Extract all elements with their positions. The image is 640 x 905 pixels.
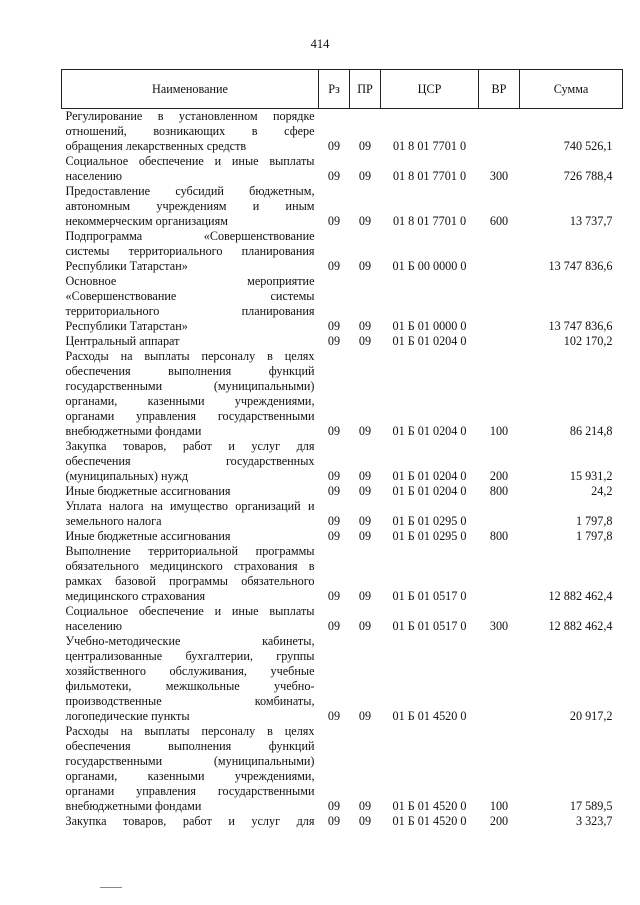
row-csr: 01 Б 01 0000 0	[392, 319, 467, 333]
row-name	[62, 499, 319, 529]
budget-table	[61, 69, 623, 829]
table-row	[62, 529, 623, 544]
row-vr	[479, 499, 520, 529]
row-name	[62, 334, 319, 349]
table-row	[62, 499, 623, 529]
row-sum: 3 323,7	[575, 814, 613, 828]
table-row	[62, 274, 623, 334]
row-vr: 200	[489, 814, 509, 828]
row-name-line: Учебно-методические кабинеты,	[65, 634, 315, 648]
row-sum: 13 737,7	[569, 214, 613, 228]
row-rz: 09	[327, 139, 341, 153]
row-name	[62, 544, 319, 604]
row-name	[62, 634, 319, 724]
row-name-line: обеспечения выполнения функций	[65, 739, 315, 753]
row-name-line: Основное мероприятие	[65, 274, 315, 288]
row-rz: 09	[327, 484, 341, 498]
row-name	[62, 484, 319, 499]
row-name-line: внебюджетными фондами	[65, 799, 202, 813]
row-sum: 1 797,8	[575, 514, 613, 528]
row-pr: 09	[358, 529, 372, 543]
footer-divider	[100, 887, 122, 888]
row-rz: 09	[327, 469, 341, 483]
row-name-line: медицинского страхования	[65, 589, 206, 603]
row-name-line: внебюджетными фондами	[65, 424, 202, 438]
row-sum: 13 747 836,6	[548, 319, 613, 333]
row-csr: 01 Б 01 4520 0	[392, 709, 467, 723]
row-name-line: населению	[65, 169, 123, 183]
row-name-line: обеспечения выполнения функций	[65, 364, 315, 378]
row-name-line: органами, казенными учреждениями,	[65, 394, 315, 408]
table-row	[62, 814, 623, 829]
header-rz: Рз	[319, 70, 350, 109]
row-name-line: отношений, возникающих в сфере	[65, 124, 315, 138]
table-row	[62, 634, 623, 724]
row-vr	[479, 229, 520, 274]
row-rz: 09	[327, 514, 341, 528]
row-name-line: Иные бюджетные ассигнования	[65, 529, 231, 543]
row-name-line: земельного налога	[65, 514, 162, 528]
table-row	[62, 544, 623, 604]
row-name-line: Республики Татарстан»	[65, 319, 188, 333]
row-vr	[479, 544, 520, 604]
row-pr: 09	[358, 514, 372, 528]
row-pr: 09	[358, 814, 372, 828]
table-row	[62, 334, 623, 349]
row-name-line: Уплата налога на имущество организаций и	[65, 499, 315, 513]
row-csr: 01 8 01 7701 0	[392, 169, 467, 183]
row-name-line: хозяйственного обслуживания, учебные	[65, 664, 315, 678]
row-name-line: органами управления государственными	[65, 409, 315, 423]
row-name	[62, 349, 319, 439]
row-name-line: «Совершенствование системы	[65, 289, 315, 303]
row-csr: 01 Б 01 0204 0	[392, 469, 467, 483]
row-sum: 726 788,4	[563, 169, 613, 183]
row-name-line: автономным учреждениям и иным	[65, 199, 315, 213]
row-name-line: органами, казенными учреждениями,	[65, 769, 315, 783]
row-pr: 09	[358, 214, 372, 228]
row-sum: 13 747 836,6	[548, 259, 613, 273]
table-row	[62, 109, 623, 155]
row-pr: 09	[358, 709, 372, 723]
row-vr: 100	[489, 424, 509, 438]
row-name	[62, 154, 319, 184]
row-rz: 09	[327, 814, 341, 828]
table-row	[62, 484, 623, 499]
page-number: 414	[310, 37, 330, 51]
row-rz: 09	[327, 334, 341, 348]
row-name-line: системы территориального планирования	[65, 244, 315, 258]
row-name	[62, 814, 319, 829]
row-vr: 800	[489, 484, 509, 498]
row-name-line: государственными (муниципальными)	[65, 754, 315, 768]
row-rz: 09	[327, 709, 341, 723]
table-body	[62, 109, 623, 830]
header-pr: ПР	[350, 70, 381, 109]
row-name-line: Социальное обеспечение и иные выплаты	[65, 154, 315, 168]
row-name-line: Регулирование в установленном порядке	[65, 109, 315, 123]
row-name-line: логопедические пункты	[65, 709, 190, 723]
table-row	[62, 154, 623, 184]
row-vr	[479, 634, 520, 724]
row-rz: 09	[327, 424, 341, 438]
row-name-line: централизованные бухгалтерии, группы	[65, 649, 315, 663]
row-csr: 01 8 01 7701 0	[392, 214, 467, 228]
row-sum: 12 882 462,4	[548, 619, 613, 633]
row-name-line: фильмотеки, межшкольные учебно-	[65, 679, 315, 693]
table-row	[62, 184, 623, 229]
table-header	[62, 70, 623, 109]
header-vr: ВР	[479, 70, 520, 109]
table-row	[62, 604, 623, 634]
row-name-line: производственные комбинаты,	[65, 694, 315, 708]
table-row	[62, 439, 623, 484]
row-sum: 24,2	[591, 484, 613, 498]
row-csr: 01 Б 01 0295 0	[392, 529, 467, 543]
row-name-line: Закупка товаров, работ и услуг для	[65, 814, 315, 828]
row-pr: 09	[358, 619, 372, 633]
row-csr: 01 Б 01 0517 0	[392, 619, 467, 633]
row-sum: 12 882 462,4	[548, 589, 613, 603]
header-sum: Сумма	[520, 70, 623, 109]
header-name: Наименование	[62, 70, 319, 109]
row-csr: 01 Б 01 0204 0	[392, 424, 467, 438]
row-name	[62, 439, 319, 484]
row-csr: 01 Б 01 0517 0	[392, 589, 467, 603]
row-name-line: территориального планирования	[65, 304, 315, 318]
row-name-line: обеспечения государственных	[65, 454, 315, 468]
row-name-line: обращения лекарственных средств	[65, 139, 247, 153]
row-rz: 09	[327, 214, 341, 228]
row-sum: 740 526,1	[563, 139, 613, 153]
row-vr	[479, 109, 520, 155]
row-pr: 09	[358, 799, 372, 813]
row-pr: 09	[358, 589, 372, 603]
row-name-line: Расходы на выплаты персоналу в целях	[65, 724, 315, 738]
row-rz: 09	[327, 169, 341, 183]
row-vr	[479, 334, 520, 349]
row-sum: 86 214,8	[569, 424, 613, 438]
row-vr: 300	[489, 169, 509, 183]
row-pr: 09	[358, 169, 372, 183]
row-sum: 17 589,5	[569, 799, 613, 813]
table-row	[62, 229, 623, 274]
row-rz: 09	[327, 799, 341, 813]
table-row	[62, 724, 623, 814]
row-name-line: Закупка товаров, работ и услуг для	[65, 439, 315, 453]
row-vr: 300	[489, 619, 509, 633]
header-csr: ЦСР	[381, 70, 479, 109]
row-pr: 09	[358, 139, 372, 153]
table-row	[62, 349, 623, 439]
row-name	[62, 229, 319, 274]
row-rz: 09	[327, 619, 341, 633]
row-name-line: населению	[65, 619, 123, 633]
row-pr: 09	[358, 334, 372, 348]
row-csr: 01 Б 01 0204 0	[392, 484, 467, 498]
row-csr: 01 Б 01 4520 0	[392, 799, 467, 813]
row-name	[62, 109, 319, 155]
row-sum: 20 917,2	[569, 709, 613, 723]
row-name	[62, 274, 319, 334]
row-pr: 09	[358, 484, 372, 498]
row-pr: 09	[358, 424, 372, 438]
row-name	[62, 604, 319, 634]
row-vr: 100	[489, 799, 509, 813]
row-sum: 15 931,2	[569, 469, 613, 483]
row-name-line: Иные бюджетные ассигнования	[65, 484, 231, 498]
row-name	[62, 184, 319, 229]
row-csr: 01 Б 01 0295 0	[392, 514, 467, 528]
row-name-line: Социальное обеспечение и иные выплаты	[65, 604, 315, 618]
row-sum: 1 797,8	[575, 529, 613, 543]
row-rz: 09	[327, 319, 341, 333]
row-csr: 01 Б 01 0204 0	[392, 334, 467, 348]
row-name-line: обязательного медицинского страхования в	[65, 559, 315, 573]
row-name	[62, 724, 319, 814]
row-name-line: рамках базовой программы обязательного	[65, 574, 315, 588]
row-csr: 01 8 01 7701 0	[392, 139, 467, 153]
row-rz: 09	[327, 589, 341, 603]
row-name-line: Республики Татарстан»	[65, 259, 188, 273]
row-name-line: государственными (муниципальными)	[65, 379, 315, 393]
row-csr: 01 Б 01 4520 0	[392, 814, 467, 828]
row-vr: 800	[489, 529, 509, 543]
row-name-line: Подпрограмма «Совершенствование	[65, 229, 315, 243]
row-vr: 200	[489, 469, 509, 483]
row-name	[62, 529, 319, 544]
row-rz: 09	[327, 259, 341, 273]
row-sum: 102 170,2	[563, 334, 613, 348]
row-pr: 09	[358, 469, 372, 483]
row-name-line: Предоставление субсидий бюджетным,	[65, 184, 315, 198]
row-pr: 09	[358, 259, 372, 273]
row-pr: 09	[358, 319, 372, 333]
row-vr	[479, 274, 520, 334]
row-name-line: (муниципальных) нужд	[65, 469, 189, 483]
row-vr: 600	[489, 214, 509, 228]
row-name-line: Расходы на выплаты персоналу в целях	[65, 349, 315, 363]
row-name-line: органами управления государственными	[65, 784, 315, 798]
row-name-line: Выполнение территориальной программы	[65, 544, 315, 558]
row-name-line: Центральный аппарат	[65, 334, 180, 348]
row-name-line: некоммерческим организациям	[65, 214, 228, 228]
row-rz: 09	[327, 529, 341, 543]
row-csr: 01 Б 00 0000 0	[392, 259, 467, 273]
